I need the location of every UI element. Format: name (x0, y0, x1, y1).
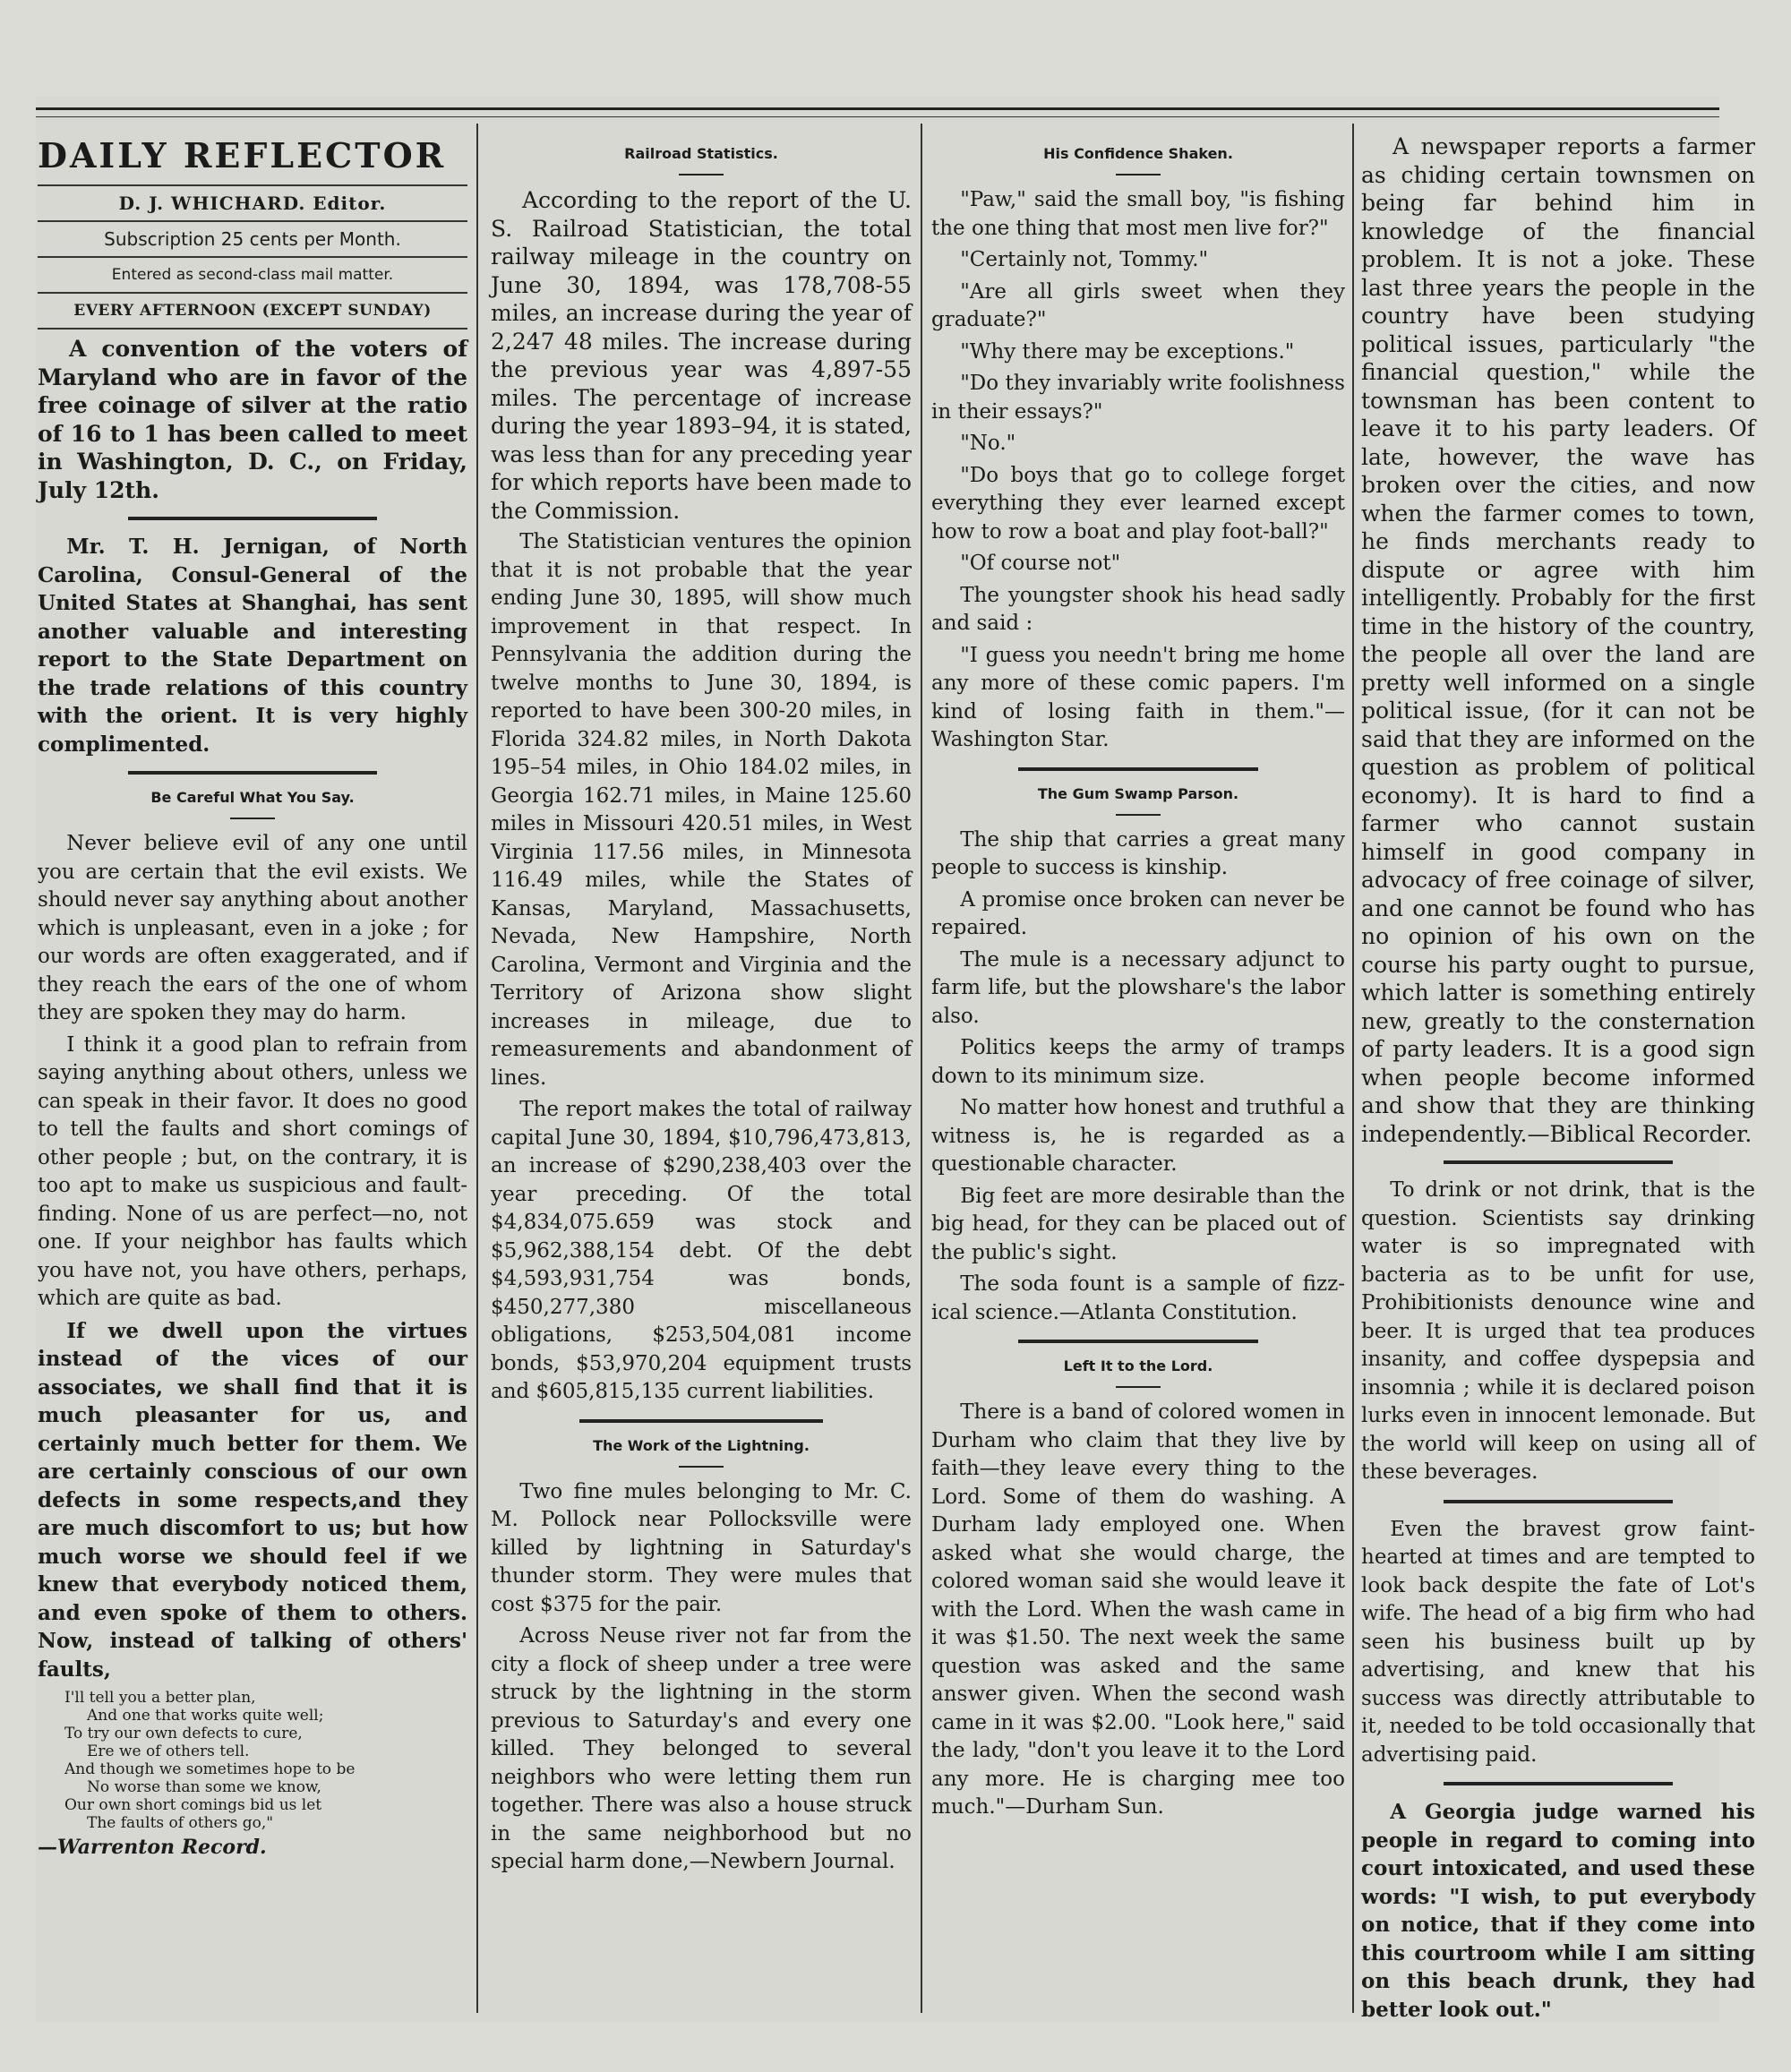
dash-rule (1116, 814, 1161, 816)
masthead-schedule: EVERY AFTERNOON (EXCEPT SUNDAY) (73, 302, 432, 320)
section-rule (128, 517, 377, 520)
paragraph: The mule is a necessary adjunct to farm life, but the plowshare's the labor also. (931, 947, 1345, 1028)
paragraph: "Of course not" (960, 552, 1121, 575)
paragraph: A newspaper reports a farmer as chiding certain townsmen on being far behind him in knowledge of the financial problem. It is not a joke. These last three years the people in the country have been studying political issues, particularly "the financial question," while the townsman has been content to leave it to his party leaders. Of late, however, the wave has broken over the cities, and now when the farmer comes to town, he finds merchants ready to dispute or agree with him intelligently. Probably for the first time in the history of the country, the people all over the land are pretty well informed on a single political issue, (for it can not be said that they are informed on the question as problem of political economy). It is hard to find a farmer who cannot sustain himself in good company in advocacy of free coinage of silver, and one cannot be found who has no opinion of his own on the course his party ought to pursue, which latter is something entirely new, greatly to the consternation of party leaders. It is a good sign when people become informed and show that they are thinking independently.—Biblical Recorder. (1361, 133, 1755, 1147)
masthead-mail: Entered as second-class mail matter. (111, 266, 394, 284)
poem (38, 1689, 467, 1832)
paragraph: The Statistician ventures the opinion that it is not probable that the year ending June 30, 1895, will show much improvement in that respect. In Pennsylvania the addition during the twelve months to June 30, 1894, is reported to have been 300-20 miles, in Florida 324.82 miles, in North Dakota 195–54 miles, in Ohio 184.02 miles, in Georgia 162.71 miles, in Maine 125.60 miles in Missouri 420.51 miles, in West Virginia 117.56 miles, in Minnesota 116.49 miles, while the States of Kansas, Maryland, Massachusetts, Nevada, New Hampshire, North Carolina, Vermont and Virginia and the Territory of Arizona show slight increases in mileage, due to remeasurements and abandonment of lines. (491, 530, 912, 1090)
column-3 (931, 133, 1345, 2022)
paragraph: "I guess you needn't bring me home any more of these comic papers. I'm kind of losing faith in them."—Washington Star. (931, 643, 1345, 751)
paragraph: A Georgia judge warned his people in regard to coming into court intoxicated, and used these words: "I wish, to put everybody on notice, that if they come into this courtroom while I am sitting on this beach drunk, they had better look out." (1361, 1800, 1755, 2022)
poem-line: Ere we of others tell. (87, 1742, 250, 1760)
paragraph: Two fine mules belonging to Mr. C. M. Pollock near Pollocksville were killed by lightning in Saturday's thunder storm. They were mules that cost $375 for the pair. (491, 1479, 912, 1616)
poem-line: And though we sometimes hope to be (64, 1760, 356, 1778)
article-maryland-convention: A convention of the voters of Maryland who are in favor of the free coinage of silver at the ratio of 16 to 1 has been called to meet in Washington, D. C., on Friday, July 12th. (38, 336, 467, 503)
paragraph: No matter how honest and truthful a witness is, he is regarded as a questionable character. (931, 1096, 1345, 1176)
paragraph: Across Neuse river not far from the city a flock of sheep under a tree were struck by the lightning in the storm previous to Saturday's and every one killed. They belonged to several neighbors who were letting them run together. There was also a house struck in the same neighborhood but no special harm done,—Newbern Journal. (491, 1624, 912, 1873)
paragraph: Never believe evil of any one until you are certain that the evil exists. We should never say anything about another which is unpleasant, even in a joke ; for our words are often exaggerated, and if they reach the ears of the one of whom they are spoken they may do harm. (38, 832, 467, 1024)
divider (38, 220, 467, 222)
headline-railroad-statistics: Railroad Statistics. (624, 145, 778, 162)
paragraph: "Do boys that go to college forget everything they ever learned except how to row a boat and play foot-ball?" (931, 463, 1345, 544)
column-1 (38, 133, 467, 2022)
section-rule (128, 771, 377, 775)
poem-line: And one that works quite well; (87, 1707, 324, 1725)
masthead-subscription: Subscription 25 cents per Month. (104, 228, 401, 250)
section-rule (1444, 1500, 1672, 1503)
section-rule (579, 1419, 824, 1423)
paragraph: A promise once broken can never be repaired. (931, 887, 1345, 939)
paragraph: The report makes the total of railway capital June 30, 1894, $10,796,473,813, an increase of $290,238,403 over the year preceding. Of the total $4,834,075.659 was stock and $5,962,388,154 debt. Of the debt $4,593,931,754 was bonds, $450,277,380 miscellaneous obligations, $253,504,081 income bonds, $53,970,204 equipment trusts and $605,815,135 current liabilities. (491, 1098, 912, 1403)
paragraph: I think it a good plan to refrain from saying anything about others, unless we can speak in their favor. It does no good to tell the faults and short comings of other people ; but, on the contrary, it is too apt to make us suspicious and fault-finding. None of us are perfect—no, not one. If your neighbor has faults which you have not, you have others, perhaps, which are quite as bad. (38, 1032, 467, 1310)
column-rule (921, 124, 922, 2013)
paragraph: "No." (960, 432, 1016, 455)
poem-line: The faults of others go," (87, 1814, 274, 1832)
poem-line: Our own short comings bid us let (64, 1796, 322, 1814)
headline-be-careful: Be Careful What You Say. (150, 789, 355, 806)
paragraph: The youngster shook his head sadly and said : (931, 583, 1345, 635)
section-rule (1444, 1782, 1672, 1785)
divider (38, 292, 467, 294)
paragraph: "Certainly not, Tommy." (960, 248, 1209, 271)
section-rule (1444, 1160, 1672, 1164)
dash-rule (679, 1466, 724, 1468)
headline-confidence-shaken: His Confidence Shaken. (1043, 145, 1233, 162)
column-4 (1361, 133, 1755, 2022)
column-rule (476, 124, 478, 2013)
paragraph: To drink or not drink, that is the question. Scientists say drinking water is so impregnated with bacteria as to be unfit for use, Prohibitionists denounce wine and beer. It is urged that tea produces insanity, and coffee dyspepsia and insomnia ; while it is declared poison lurks even in innocent lemonade. But the world will keep on using all of these beverages. (1361, 1178, 1755, 1484)
paragraph: Politics keeps the army of tramps down to its minimum size. (931, 1036, 1345, 1088)
top-rule-thin (36, 116, 1719, 117)
paragraph: The ship that carries a great many people to success is kinship. (931, 827, 1345, 879)
top-rule (36, 107, 1719, 110)
poem-line: I'll tell you a better plan, (64, 1689, 256, 1707)
poem-line: No worse than some we know, (87, 1778, 321, 1796)
dash-rule (230, 818, 275, 819)
newspaper-page (36, 97, 1755, 2022)
paragraph: "Do they invariably write foolishness in their essays?" (931, 372, 1345, 424)
signature: —Warrenton Record. (38, 1836, 267, 1859)
paragraph: There is a band of colored women in Durham who claim that they live by faith—they leave every thing to the Lord. Some of them do washing. A Durham lady employed one. When asked what she would charge, the colored woman said she would leave it with the Lord. When the wash came in it was $1.50. The next week the same question was asked and the same answer given. When the second wash came in it was $2.00. "Look here," said the lady, "don't you leave it to the Lord any more. He is charging mee too much."—Durham Sun. (931, 1400, 1345, 1819)
paragraph: Big feet are more desirable than the big head, for they can be placed out of the public's sight. (931, 1184, 1345, 1264)
poem-line: To try our own defects to cure, (64, 1725, 303, 1742)
dash-rule (1116, 174, 1161, 176)
masthead-title: DAILY REFLECTOR (38, 135, 447, 176)
headline-left-it-to-lord: Left It to the Lord. (1063, 1357, 1213, 1374)
paragraph: "Are all girls sweet when they graduate?" (931, 279, 1345, 331)
dash-rule (1116, 1386, 1161, 1388)
masthead-editor: D. J. WHICHARD. Editor. (118, 193, 387, 214)
column-2 (491, 133, 912, 2022)
paragraph: If we dwell upon the virtues instead of the vices of our associates, we shall find that it is much pleasanter for us, and certainly much better for them. We are certainly conscious of our own defects in some respects,and they are much discomfort to us; but how much worse we should feel if we knew that everybody noticed them, and even spoke of them to others. Now, instead of talking of others' faults, (38, 1318, 467, 1682)
column-rule (1352, 124, 1354, 2013)
article-jernigan: Mr. T. H. Jernigan, of North Carolina, Consul-General of the United States at Shanghai, has sent another valuable and interesting report to the State Department on the trade relations of this country with the orient. It is very highly complimented. (38, 535, 467, 757)
divider (38, 256, 467, 258)
dash-rule (679, 174, 724, 176)
paragraph: "Paw," said the small boy, "is fishing the one thing that most men live for?" (931, 188, 1345, 240)
divider (38, 328, 467, 330)
paragraph: "Why there may be exceptions." (960, 339, 1295, 364)
section-rule (1018, 767, 1258, 771)
paragraph: According to the report of the U. S. Railroad Statistician, the total railway mileage in the country on June 30, 1894, was 178,708-55 miles, an increase during the year of 2,247 48 miles. The increase during the previous year was 4,897-55 miles. The percentage of increase during the year 1893–94, it is stated, was less than for any preceding year for which reports have been made to the Commission. (491, 187, 912, 524)
paragraph: Even the bravest grow faint-hearted at times and are tempted to look back despite the fate of Lot's wife. The head of a big firm who had seen his business built up by advertising, and knew that his success was directly attributable to it, needed to be told occasionally that advertising paid. (1361, 1517, 1755, 1767)
paragraph: The soda fount is a sample of fizz-ical science.—Atlanta Constitution. (931, 1272, 1345, 1324)
headline-work-of-lightning: The Work of the Lightning. (593, 1436, 810, 1454)
headline-gum-swamp-parson: The Gum Swamp Parson. (1037, 784, 1239, 802)
section-rule (1018, 1340, 1258, 1343)
divider (38, 184, 467, 186)
